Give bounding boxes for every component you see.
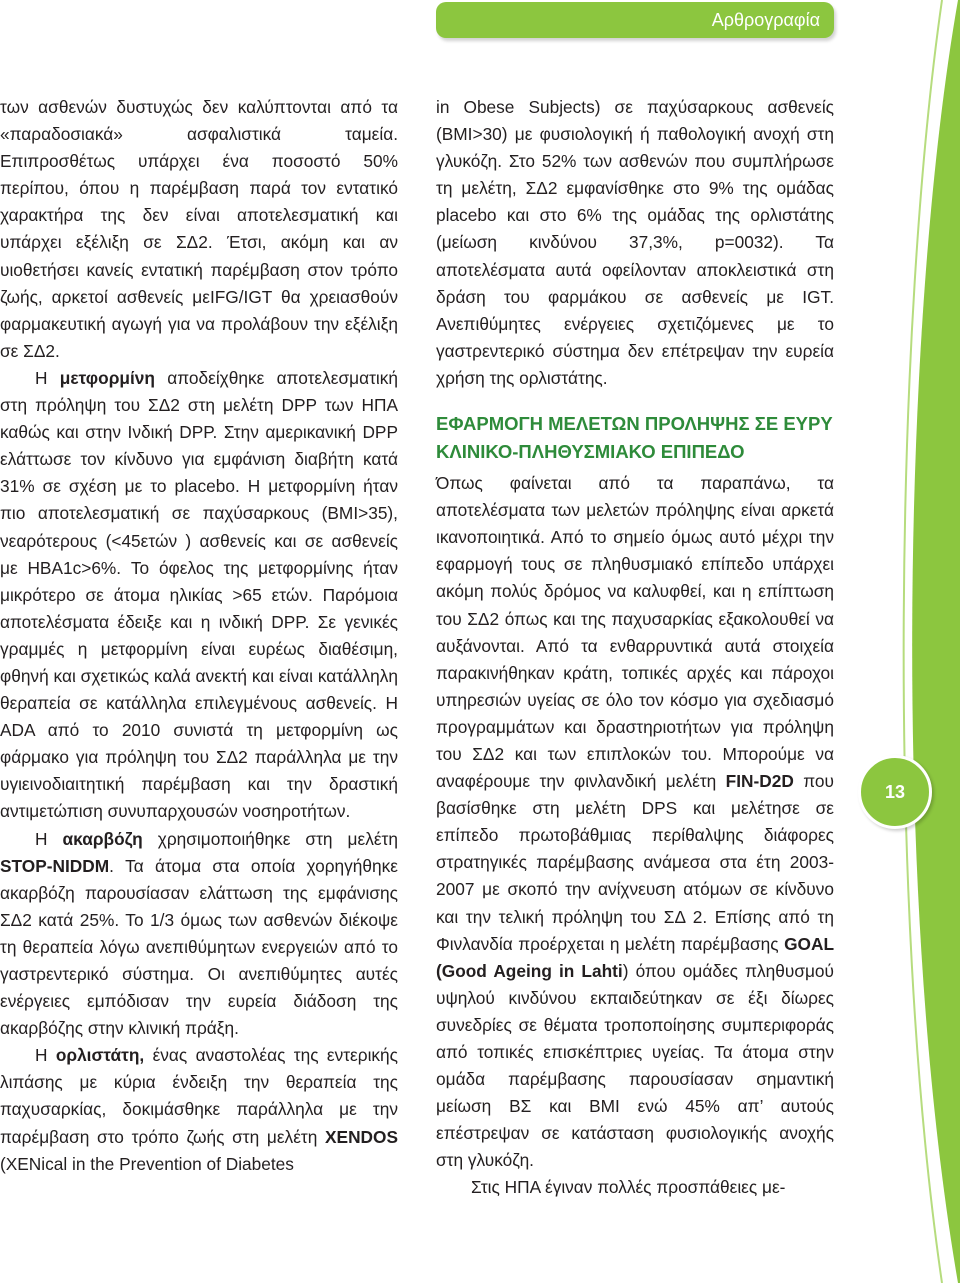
- section-tab: [436, 2, 834, 38]
- paragraph-usa: Στις ΗΠΑ έγιναν πολλές προσπάθειες με-: [471, 1177, 786, 1198]
- paragraph-metformin: Η μετφορμίνη αποδείχθηκε αποτελεσματική στη πρόληψη του ΣΔ2 στη μελέτη DPP των ΗΠΑ καθώς και στην Ινδική DPP. Στην αμερικανική DPP ελάττωσε τον κίνδυνο για εμφάνιση διαβήτη κατά 31% σε σχέση με το placebo. Η μετφορμίνη ήταν πιο αποτελεσματική σε παχύσαρκους (BMI>35), νεαρότερους (<45ετών ) ασθενείς και σε ασθενείς με HBA1c>6%. Το όφελος της μετφορμίνης ήταν μικρότερο σε άτομα ηλικίας >65 ετών. Παρόμοια αποτελέσματα έδειξε και η ινδική DPP. Σε γενικές γραμμές η μετφορμίνη είναι ευρέως διαθέσιμη, φθηνή και σχετικώς καλά ανεκτή και είναι κατάλληλη θεραπεία σε κατάλληλα επιλεγμένους ασθενείς. Η ADA από το 2010 συνιστά τη μετφορμίνη ως φάρμακο για πρόληψη του ΣΔ2 παράλληλα με την υγιεινοδιαιτητική παρέμβαση και την δραστική αντιμετώπιση συνυπαρχουσών νοσηροτήτων.: [0, 367, 399, 822]
- paragraph: των ασθενών δυστυχώς δεν καλύπτονται από τα «παραδοσιακά» ασφαλιστικά ταμεία. Επιπροσθέτως υπάρχει ένα ποσοστό 50% περίπου, όπου η παρέμβαση παρά τον εντατικό χαρακτήρα της δεν είναι αποτελεσματική και υπάρχει εξέλιξη σε ΣΔ2. Έτσι, ακόμη και αν υιοθετήσει κανείς εντατική παρέμβαση στον τρόπο ζωής, αρκετοί ασθενείς μεIFG/IGT θα χρειασθούν φαρμακευτική αγωγή για να προλάβουν την εξέλιξη σε ΣΔ2.: [0, 97, 398, 361]
- paragraph-acarbose: Η ακαρβόζη χρησιμοποιήθηκε στη μελέτη STOP-NIDDM. Τα άτομα στα οποία χορηγήθηκε ακαρβόζη παρουσίασαν ελάττωση της εμφάνισης ΣΔ2 κατά 25%. Το 1/3 όμως των ασθενών διέκοψε τη θεραπεία λόγω ανεπιθύμητων ενεργειών από το γαστρεντερικό σύστημα. Οι ανεπιθύμητες αυτές ενέργειες εμπόδισαν την ευρεία διάδοση της ακαρβόζης στην κλινική πράξη.: [0, 828, 398, 1039]
- section-label: Αρθρογραφία: [711, 10, 820, 30]
- paragraph-orlistat: Η ορλιστάτη, ένας αναστολέας της εντερικής λιπάσης με κύρια ένδειξη την θεραπεία της παχυσαρκίας, δοκιμάσθηκε παράλληλα με την παρέμβαση στο τρόπο ζωής στη μελέτη XENDOS (XENical in the Prevention of Diabetes: [0, 1045, 398, 1174]
- right-column: [436, 94, 834, 1202]
- decorative-stripe: [872, 0, 960, 1283]
- paragraph: in Obese Subjects) σε παχύσαρκους ασθενείς (BMI>30) με φυσιολογική ή παθολογική ανοχή στη γλυκόζη. Στο 52% των ασθενών που συμπλήρωσε τη μελέτη, ΣΔ2 εμφανίσθηκε στο 9% της ομάδας placebo και στο 6% της ομάδας της ορλιστάτης (μείωση κινδύνου 37,3%, p=0032). Τα αποτελέσματα αυτά οφείλονταν αποκλειστικά στη δράση του φαρμάκου σε ασθενείς με IGT. Ανεπιθύμητες ενέργειες σχετιζόμενες με το γαστρεντερικό σύστημα δεν επέτρεψαν την ευρεία χρήση της ορλιστάτης.: [436, 97, 834, 388]
- section-heading: ΕΦΑΡΜΟΓΗ ΜΕΛΕΤΩΝ ΠΡΟΛΗΨΗΣ ΣΕ ΕΥΡΥ ΚΛΙΝΙΚΟ-ΠΛΗΘΥΣΜΙΑΚΟ ΕΠΙΠΕΔΟ: [436, 413, 833, 463]
- page-number-badge: 13: [858, 755, 932, 829]
- paragraph-application: Όπως φαίνεται από τα παραπάνω, τα αποτελέσματα των μελετών πρόληψης είναι αρκετά ικανοποιητικά. Από το σημείο όμως αυτό μέχρι την εφαρμογή τους σε πληθυσμιακό επίπεδο υπάρχει ακόμη πολύς δρόμος να καλυφθεί, και η επίπτωση του ΣΔ2 όπως και της παχυσαρκίας εξακολουθεί να αυξάνονται. Από τα ενθαρρυντικά αυτά στοιχεία παρακινήθηκαν κράτη, τοπικές αρχές και πάροχοι υπηρεσιών υγείας σε όλο τον κόσμο για σχεδιασμό προγραμμάτων και δραστηριοτήτων για πρόληψη του ΣΔ2 και των επιπλοκών του. Μπορούμε να αναφέρουμε την φινλανδική μελέτη FIN-D2D που βασίσθηκε στη μελέτη DPS και μελέτησε σε επίπεδο πρωτοβάθμιας περίθαλψης διάφορες στρατηγικές παρέμβασης ανάμεσα στα έτη 2003-2007 με σκοπό την ανίχνευση ατόμων σε κίνδυνο και την τελική πρόληψη του ΣΔ 2. Επίσης από τη Φινλανδία προέρχεται η μελέτη παρέμβασης GOAL (Good Ageing in Lahti) όπου ομάδες πληθυσμού υψηλού κινδύνου εκπαιδεύτηκαν σε έξι δίωρες συνεδρίες σε θέματα τροποποίησης συμπεριφοράς από τοπικές επισκέπτριες υγείας. Τα άτομα στην ομάδα παρέμβασης παρουσίασαν σημαντική μείωση ΒΣ και BMI ενώ 45% απ’ αυτούς επέστρεψαν σε κατάσταση φυσιολογικής ανοχής στη γλυκόζη.: [436, 473, 834, 1171]
- left-column: [0, 94, 398, 1178]
